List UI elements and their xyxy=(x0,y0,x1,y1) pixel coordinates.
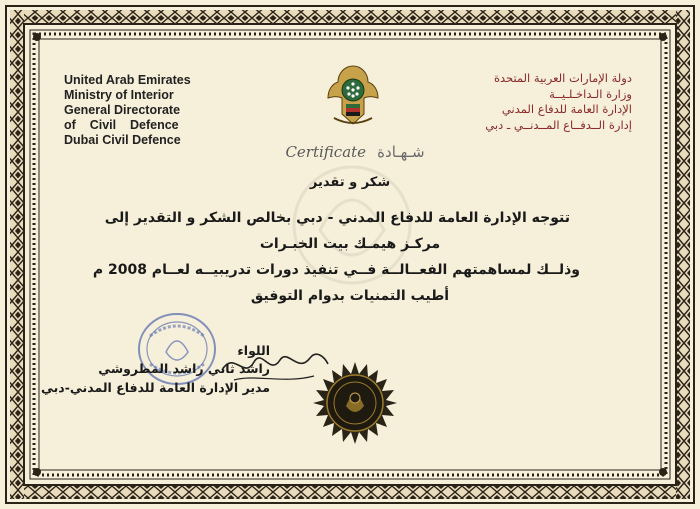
arabic-header xyxy=(402,71,632,133)
body-line-4: وذلــك لمساهمتهم الفعــالــة فــي تنفيذ دورات تدريبيــه لعــام 2008 م xyxy=(92,262,580,278)
thanks-heading: شكر و تقدير xyxy=(309,175,391,190)
closing-wishes: أطيب التمنيات بدوام التوفيق xyxy=(250,288,450,304)
arabic-header-line: إدارة الــدفــاع المــدنــي ـ دبي xyxy=(485,117,632,132)
english-header-line: Dubai Civil Defence xyxy=(64,133,181,147)
certificate-title-arabic: شـهـادة xyxy=(377,143,425,161)
certificate-title-english: Certificate xyxy=(285,143,367,161)
signatory-name: راشد ثاني راشد المطروشي xyxy=(98,361,270,376)
uae-emblem-icon xyxy=(324,60,382,128)
arabic-header-line: دولة الإمارات العربية المتحدة xyxy=(493,71,632,85)
certificate-title xyxy=(270,142,440,161)
arabic-header-line: وزارة الـداخـلـيــة xyxy=(549,86,632,101)
gold-seal-icon xyxy=(312,360,398,446)
english-header-line: United Arab Emirates xyxy=(64,73,191,87)
arabic-header-line: الإدارة العامة للدفاع المدني xyxy=(501,102,632,116)
english-header-line: of Civil Defence xyxy=(64,118,179,132)
recipient-name: مركـز هيمـك بيت الخبـرات xyxy=(259,236,441,252)
official-stamp-icon xyxy=(136,310,218,388)
english-header-line: General Directorate xyxy=(64,103,181,117)
english-header-line: Ministry of Interior xyxy=(64,88,174,102)
signatory-position: مدير الإدارة العامة للدفاع المدني-دبي xyxy=(40,380,270,395)
body-line-2: تتوجه الإدارة العامة للدفاع المدني - دبي بخالص الشكر و التقدير إلى xyxy=(104,210,570,226)
english-header xyxy=(64,73,239,148)
signatory-rank: اللواء xyxy=(237,343,270,358)
